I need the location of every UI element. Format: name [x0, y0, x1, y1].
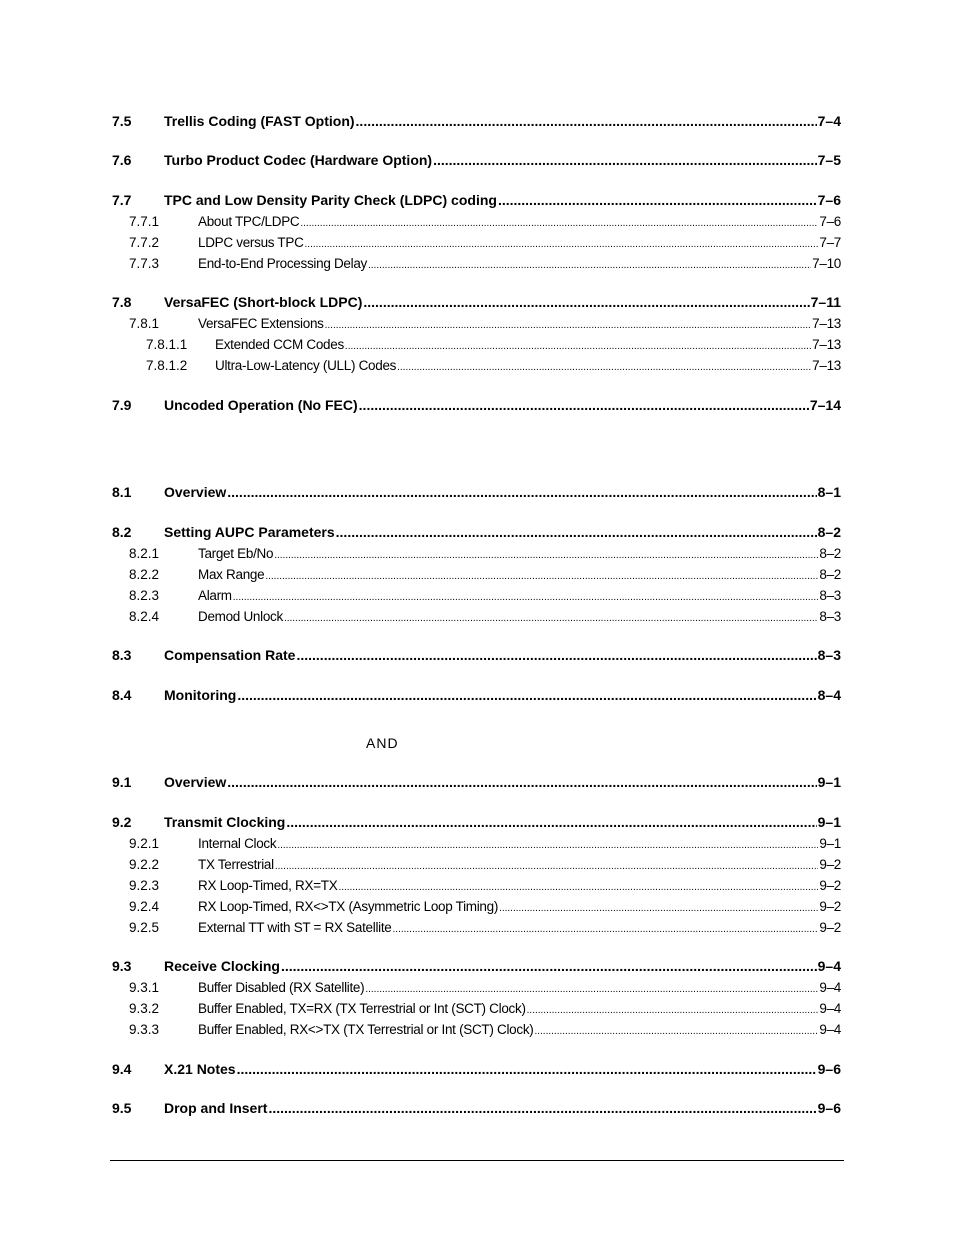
toc-entry[interactable] [112, 774, 841, 790]
page-number: 9–4 [819, 1022, 841, 1037]
section-title: Receive Clocking [164, 958, 280, 974]
section-number: 8.2.4 [129, 609, 160, 624]
dot-leader [338, 878, 818, 893]
section-title: Max Range [198, 567, 265, 582]
dot-leader [274, 546, 818, 561]
dot-leader [393, 920, 819, 935]
section-title: External TT with ST = RX Satellite [198, 920, 392, 935]
toc-entry[interactable] [112, 958, 841, 974]
section-title: Buffer Disabled (RX Satellite) [198, 980, 365, 995]
dot-leader [345, 337, 811, 352]
page-number: 7–7 [819, 235, 841, 250]
section-title: LDPC versus TPC [198, 235, 304, 250]
dot-leader [356, 113, 817, 129]
section-number: 7.8 [112, 294, 132, 310]
section-number: 7.7.1 [129, 214, 160, 229]
dot-leader [527, 1001, 819, 1016]
page-number: 7–14 [809, 397, 841, 413]
toc-entry[interactable] [129, 609, 841, 624]
toc-entry[interactable] [112, 192, 841, 208]
dot-leader [233, 588, 819, 603]
section-number: 9.2.2 [129, 857, 160, 872]
dot-leader [237, 1061, 817, 1077]
page-number: 9–6 [817, 1061, 841, 1077]
section-number: 8.1 [112, 484, 132, 500]
page-number: 9–2 [819, 899, 841, 914]
section-number: 8.2.2 [129, 567, 160, 582]
section-number: 7.8.1.1 [146, 337, 188, 352]
toc-entry[interactable] [146, 358, 841, 373]
section-number: 9.3.1 [129, 980, 160, 995]
toc-entry[interactable] [129, 546, 841, 561]
section-title: Trellis Coding (FAST Option) [164, 113, 355, 129]
section-title: Transmit Clocking [164, 814, 286, 830]
toc-entry[interactable] [129, 980, 841, 995]
dot-leader [499, 899, 818, 914]
section-number: 7.6 [112, 152, 132, 168]
page-number: 7–11 [810, 294, 841, 310]
section-number: 9.3 [112, 958, 132, 974]
dot-leader [237, 687, 816, 703]
section-number: 7.8.1.2 [146, 358, 188, 373]
dot-leader [300, 214, 818, 229]
toc-entry[interactable] [129, 588, 841, 603]
section-title: Target Eb/No [198, 546, 274, 561]
page-number: 7–13 [812, 337, 841, 352]
dot-leader [359, 397, 809, 413]
section-title: VersaFEC Extensions [198, 316, 324, 331]
dot-leader [277, 836, 818, 851]
section-title: TX Terrestrial [198, 857, 274, 872]
page-number: 9–4 [819, 980, 841, 995]
section-number: 9.4 [112, 1061, 132, 1077]
page-number: 9–2 [819, 878, 841, 893]
section-number: 7.8.1 [129, 316, 160, 331]
section-title: Alarm [198, 588, 232, 603]
toc-entry[interactable] [112, 814, 841, 830]
and-label: AND [366, 735, 399, 751]
page-number: 9–4 [817, 958, 841, 974]
section-title: RX Loop-Timed, RX<>TX (Asymmetric Loop Timing) [198, 899, 499, 914]
page-number: 8–2 [819, 546, 841, 561]
toc-entry[interactable] [129, 1001, 841, 1016]
dot-leader [275, 857, 819, 872]
toc-entry[interactable] [112, 152, 841, 168]
section-title: X.21 Notes [164, 1061, 236, 1077]
page-number: 9–1 [817, 814, 841, 830]
dot-leader [296, 647, 816, 663]
toc-entry[interactable] [129, 899, 841, 914]
toc-entry[interactable] [112, 113, 841, 129]
section-title: About TPC/LDPC [198, 214, 300, 229]
dot-leader [336, 524, 817, 540]
section-title: Overview [164, 484, 227, 500]
page-number: 8–2 [819, 567, 841, 582]
page-number: 7–13 [812, 358, 841, 373]
toc-entry[interactable] [129, 235, 841, 250]
page-number: 8–3 [817, 647, 841, 663]
toc-entry[interactable] [129, 214, 841, 229]
dot-leader [397, 358, 811, 373]
page-number: 7–4 [817, 113, 841, 129]
toc-entry[interactable] [129, 836, 841, 851]
dot-leader [365, 980, 818, 995]
section-number: 7.7.2 [129, 235, 160, 250]
dot-leader [281, 958, 817, 974]
dot-leader [227, 484, 816, 500]
footer-rule [110, 1160, 844, 1161]
dot-leader [433, 152, 817, 168]
toc-entry[interactable] [129, 920, 841, 935]
section-title: RX Loop-Timed, RX=TX [198, 878, 338, 893]
section-number: 9.2.1 [129, 836, 160, 851]
toc-entry[interactable] [129, 256, 841, 271]
dot-leader [284, 609, 818, 624]
page-number: 9–4 [819, 1001, 841, 1016]
dot-leader [305, 235, 819, 250]
section-title: Internal Clock [198, 836, 277, 851]
toc-entry[interactable] [112, 647, 841, 663]
section-title: Overview [164, 774, 227, 790]
page-number: 7–5 [817, 152, 841, 168]
section-title: Buffer Enabled, RX<>TX (TX Terrestrial or Int (SCT) Clock) [198, 1022, 534, 1037]
section-number: 9.2 [112, 814, 132, 830]
toc-entry[interactable] [112, 1061, 841, 1077]
section-number: 8.2.1 [129, 546, 160, 561]
dot-leader [498, 192, 817, 208]
section-number: 8.4 [112, 687, 132, 703]
page-number: 7–6 [817, 192, 841, 208]
section-number: 9.3.2 [129, 1001, 160, 1016]
toc-entry[interactable] [112, 524, 841, 540]
toc-entry[interactable] [129, 1022, 841, 1037]
section-title: Monitoring [164, 687, 237, 703]
page-number: 7–6 [819, 214, 841, 229]
dot-leader [286, 814, 816, 830]
section-title: TPC and Low Density Parity Check (LDPC) coding [164, 192, 497, 208]
page-number: 9–2 [819, 920, 841, 935]
page-number: 7–13 [812, 316, 841, 331]
dot-leader [268, 1100, 816, 1116]
dot-leader [363, 294, 809, 310]
page-number: 8–3 [819, 588, 841, 603]
toc-entry[interactable] [129, 878, 841, 893]
section-number: 9.3.3 [129, 1022, 160, 1037]
section-title: Turbo Product Codec (Hardware Option) [164, 152, 433, 168]
dot-leader [368, 256, 811, 271]
section-title: Drop and Insert [164, 1100, 268, 1116]
dot-leader [325, 316, 812, 331]
toc-entry[interactable] [112, 1100, 841, 1116]
page-number: 9–6 [817, 1100, 841, 1116]
section-number: 9.1 [112, 774, 132, 790]
page-number: 9–1 [819, 836, 841, 851]
section-title: Compensation Rate [164, 647, 296, 663]
section-number: 9.2.5 [129, 920, 160, 935]
page-number: 8–4 [817, 687, 841, 703]
page-number: 7–10 [812, 256, 841, 271]
toc-entry[interactable] [112, 687, 841, 703]
section-title: End-to-End Processing Delay [198, 256, 367, 271]
toc-entry[interactable] [129, 857, 841, 872]
toc-entry[interactable] [129, 316, 841, 331]
section-title: Extended CCM Codes [215, 337, 344, 352]
section-title: Setting AUPC Parameters [164, 524, 335, 540]
section-number: 9.2.4 [129, 899, 160, 914]
section-number: 7.9 [112, 397, 132, 413]
toc-entry[interactable] [112, 294, 841, 310]
page-number: 8–1 [817, 484, 841, 500]
dot-leader [227, 774, 816, 790]
section-number: 7.5 [112, 113, 132, 129]
section-number: 9.2.3 [129, 878, 160, 893]
page-number: 8–2 [817, 524, 841, 540]
toc-entry[interactable] [146, 337, 841, 352]
toc-entry[interactable] [129, 567, 841, 582]
section-number: 9.5 [112, 1100, 132, 1116]
section-title: Uncoded Operation (No FEC) [164, 397, 358, 413]
section-title: VersaFEC (Short-block LDPC) [164, 294, 363, 310]
section-title: Demod Unlock [198, 609, 283, 624]
section-number: 8.2.3 [129, 588, 160, 603]
section-number: 8.3 [112, 647, 132, 663]
page-number: 9–2 [819, 857, 841, 872]
dot-leader [265, 567, 818, 582]
toc-entry[interactable] [112, 397, 841, 413]
section-number: 7.7 [112, 192, 132, 208]
dot-leader [534, 1022, 818, 1037]
section-title: Buffer Enabled, TX=RX (TX Terrestrial or Int (SCT) Clock) [198, 1001, 526, 1016]
page-number: 8–3 [819, 609, 841, 624]
section-title: Ultra-Low-Latency (ULL) Codes [215, 358, 397, 373]
section-number: 8.2 [112, 524, 132, 540]
section-number: 7.7.3 [129, 256, 160, 271]
toc-entry[interactable] [112, 484, 841, 500]
page-number: 9–1 [817, 774, 841, 790]
